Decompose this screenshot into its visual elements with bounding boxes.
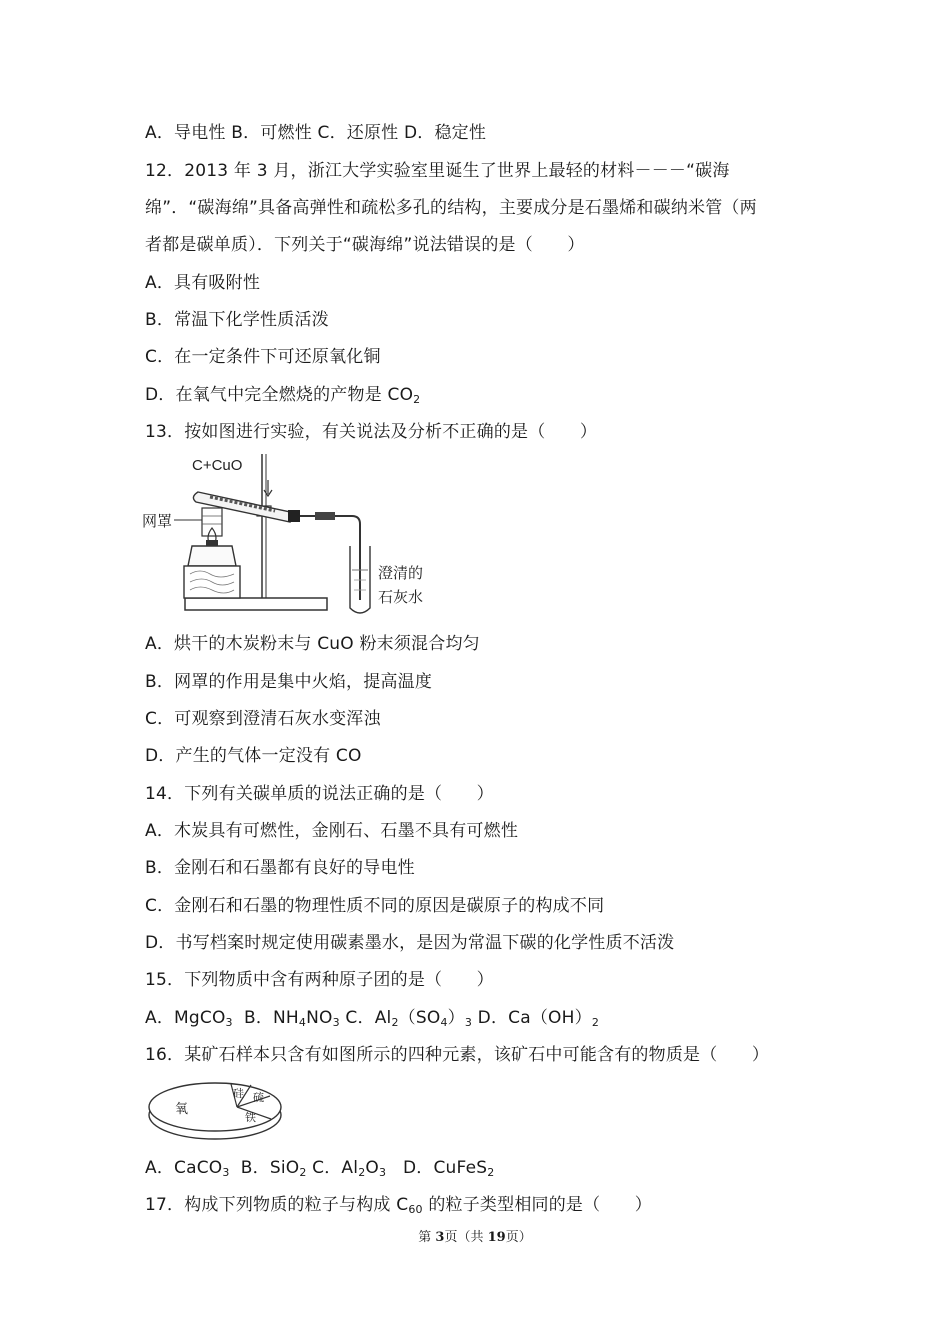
q15-option-c: C．Al (339, 1008, 392, 1028)
label-limewater-1: 澄清的 (378, 564, 424, 582)
q15-a-sub: 3 (225, 1016, 233, 1029)
q12-option-d (145, 383, 420, 407)
q16-options (145, 1156, 494, 1180)
footer-suffix: 页） (505, 1230, 532, 1245)
page-total: 19 (487, 1230, 506, 1245)
q12-option-d-subscript: 2 (413, 393, 421, 406)
delivery-tube (300, 516, 360, 600)
q13-option-b: B．网罩的作用是集中火焰，提高温度 (145, 672, 433, 692)
page-number: 3 (435, 1230, 445, 1245)
q17-stem-sub: 60 (408, 1203, 423, 1216)
q13-stem: 13．按如图进行实验，有关说法及分析不正确的是（ ） (145, 422, 598, 442)
q14-stem: 14．下列有关碳单质的说法正确的是（ ） (145, 784, 494, 804)
stand-base (185, 598, 327, 610)
label-gauze: 网罩 (142, 512, 173, 530)
q16-c-sub1: 2 (358, 1166, 366, 1179)
alcohol-lamp (188, 546, 236, 566)
q14-option-b: B．金刚石和石墨都有良好的导电性 (145, 858, 415, 878)
q16-stem: 16．某矿石样本只含有如图所示的四种元素，该矿石中可能含有的物质是（ ） (145, 1045, 770, 1065)
q12-option-c: C．在一定条件下可还原氧化铜 (145, 347, 381, 367)
q15-c-sub1: 2 (391, 1016, 399, 1029)
label-silicon: 硅 (233, 1087, 244, 1100)
q14-option-d: D．书写档案时规定使用碳素墨水，是因为常温下碳的化学性质不活泼 (145, 933, 675, 953)
q15-stem: 15．下列物质中含有两种原子团的是（ ） (145, 970, 494, 990)
q12-option-a: A．具有吸附性 (145, 273, 261, 293)
q17-stem-prefix: 17．构成下列物质的粒子与构成 C (145, 1195, 409, 1215)
q12-stem-line-2: 绵”．“碳海绵”具备高弹性和疏松多孔的结构，主要成分是石墨烯和碳纳米管（两 (145, 198, 757, 218)
label-limewater-2: 石灰水 (378, 588, 424, 606)
q15-option-b: B．NH (232, 1008, 299, 1028)
q15-c-sub3: 3 (464, 1016, 473, 1029)
footer-middle: 页（共 (444, 1230, 488, 1245)
q16-a-sub: 3 (222, 1166, 230, 1179)
q14-option-c: C．金刚石和石墨的物理性质不同的原因是碳原子的构成不同 (145, 896, 605, 916)
q16-element-disc-figure (145, 1075, 285, 1145)
q12-option-d-text: D．在氧气中完全燃烧的产物是 CO (145, 385, 414, 405)
q14-option-a: A．木炭具有可燃性，金刚石、石墨不具有可燃性 (145, 821, 519, 841)
label-oxygen: 氧 (175, 1102, 189, 1117)
q15-c-sub2: 4 (440, 1016, 448, 1029)
q16-c-sub2: 3 (378, 1166, 387, 1179)
label-iron: 铁 (245, 1111, 256, 1124)
q15-b-sub2: 3 (332, 1016, 340, 1029)
q15-d-sub: 2 (591, 1016, 600, 1029)
q16-option-c: C．Al (306, 1158, 359, 1178)
q12-stem-line-3: 者都是碳单质）．下列关于“碳海绵”说法错误的是（ ） (145, 235, 585, 255)
page-footer (0, 1226, 950, 1245)
q15-options (145, 1006, 599, 1030)
q17-stem-suffix: 的粒子类型相同的是（ ） (422, 1195, 652, 1215)
q13-option-a: A．烘干的木炭粉末与 CuO 粉末须混合均匀 (145, 634, 480, 654)
q17-stem (145, 1193, 652, 1217)
q15-option-a: A．MgCO (145, 1008, 226, 1028)
footer-prefix: 第 (418, 1230, 436, 1245)
q15-c-mid2: ） (447, 1008, 465, 1028)
reaction-test-tube (193, 492, 290, 522)
q13-option-d: D．产生的气体一定没有 CO (145, 746, 362, 766)
q15-b-sub1: 4 (298, 1016, 307, 1029)
q11-options: A．导电性 B．可燃性 C．还原性 D．稳定性 (145, 123, 487, 143)
q15-b-mid: NO (306, 1008, 333, 1028)
q13-option-c: C．可观察到澄清石灰水变浑浊 (145, 709, 381, 729)
q15-option-d: D．Ca（OH） (472, 1008, 592, 1028)
q12-stem-line-1: 12．2013 年 3 月，浙江大学实验室里诞生了世界上最轻的材料－－－“碳海 (145, 161, 730, 181)
q12-option-b: B．常温下化学性质活泼 (145, 310, 329, 330)
q16-d-sub: 2 (487, 1166, 495, 1179)
q16-option-a: A．CaCO (145, 1158, 223, 1178)
q16-option-b: B．SiO (229, 1158, 300, 1178)
q16-b-sub: 2 (299, 1166, 307, 1179)
gauze (202, 508, 222, 536)
label-sulfur: 硫 (253, 1091, 264, 1104)
q15-c-mid: （SO (398, 1008, 441, 1028)
q16-option-d: D．CuFeS (386, 1158, 488, 1178)
label-reactants: C+CuO (192, 457, 243, 474)
q16-c-mid: O (365, 1158, 379, 1178)
q13-apparatus-figure (140, 450, 450, 620)
